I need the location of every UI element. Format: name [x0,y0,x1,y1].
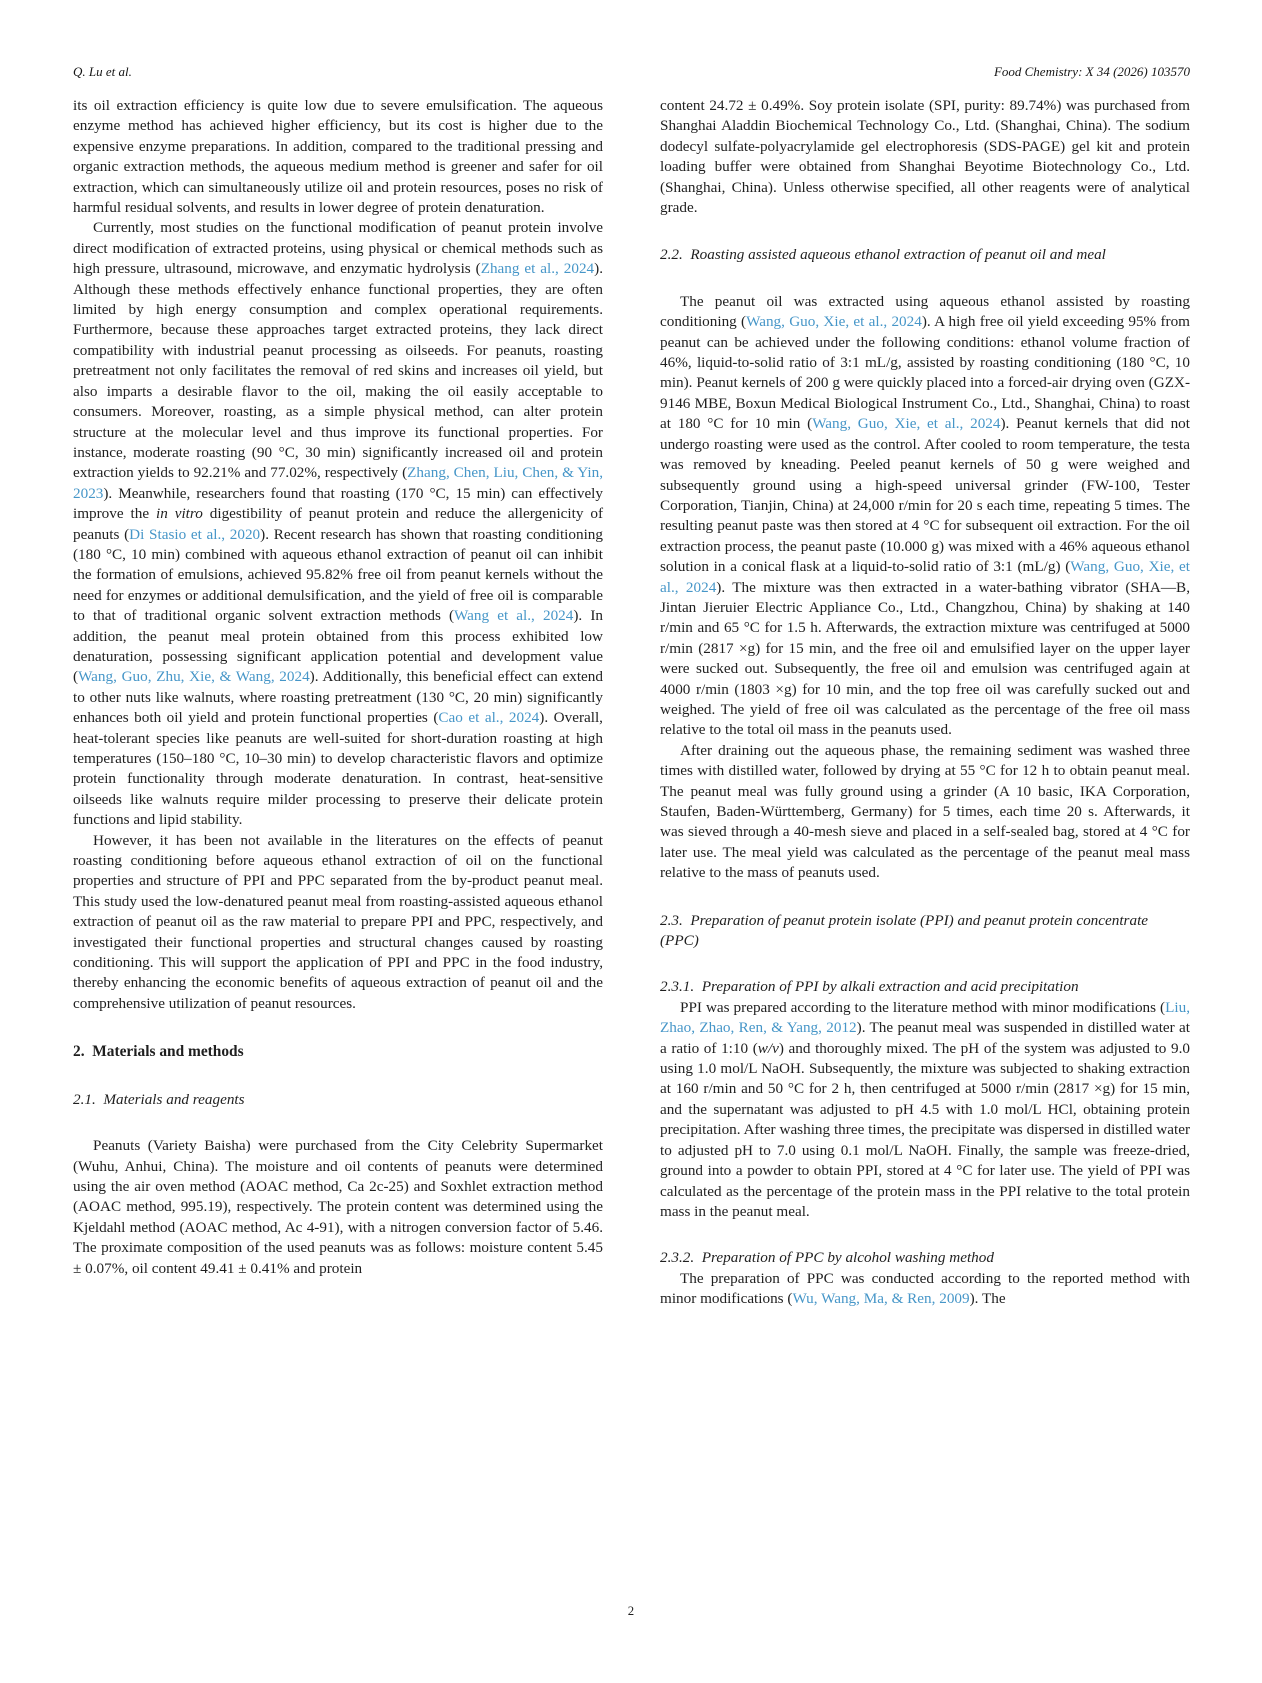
citation-link[interactable]: Zhang, Chen, Liu, Chen, & Yin, 2023 [73,464,603,502]
two-column-body [73,96,1190,1310]
citation-link[interactable]: Wang, Guo, Xie, et al., 2024 [660,558,1190,596]
running-header [73,64,1190,80]
subsubsection-heading: 2.3.2. Preparation of PPC by alcohol washing method [660,1249,994,1267]
column-right [660,96,1190,1310]
emphasis-text: in vitro [156,505,203,523]
citation-link[interactable]: Wang, Guo, Xie, et al., 2024 [812,415,1001,433]
column-left [73,96,603,1310]
citation-link[interactable]: Wu, Wang, Ma, & Ren, 2009 [792,1290,970,1308]
subsubsection-heading: 2.3.1. Preparation of PPI by alkali extraction and acid precipitation [660,978,1079,996]
subsection-heading: 2.1. Materials and reagents [73,1090,245,1108]
paragraph: After draining out the aqueous phase, the remaining sediment was washed three times with distilled water, followed by drying at 55 °C for 12 h to obtain peanut meal. The peanut meal was fully ground using a grinder (A 10 basic, IKA Corporation, Staufen, Baden-Württemberg, Germany) for 5 times, each time 20 s. Afterwards, it was sieved through a 40-mesh sieve and placed in a self-sealed bag, stored at 4 °C for later use. The meal yield was calculated as the percentage of the peanut meal mass relative to the mass of peanuts used. [660,741,1190,882]
subsection-heading: 2.3. Preparation of peanut protein isolate (PPI) and peanut protein concentrate (PPC) [660,911,1149,950]
header-authors: Q. Lu et al. [73,64,132,79]
section-heading: 2. Materials and methods [73,1043,244,1061]
page-number: 2 [627,1604,635,1618]
citation-link[interactable]: Zhang et al., 2024 [480,260,595,278]
paragraph: PPI was prepared according to the literature method with minor modifications (Liu, Zhao, Zhao, Ren, & Yang, 2012). The peanut meal was suspended in distilled water at a ratio of 1:10 (w/v) and thoroughly mixed. The pH of the system was adjusted to 9.0 using 1.0 mol/L NaOH. Subsequently, the mixture was subjected to shaking extraction at 160 r/min and 50 °C for 2 h, then centrifuged at 5000 r/min (2817 ×g) for 15 min, and the supernatant was adjusted to pH 4.5 with 1.0 mol/L HCl, obtaining protein precipitation. After washing three times, the precipitate was dispersed in distilled water to adjusted pH to 7.0 using 0.1 mol/L NaOH. Finally, the sample was freeze-dried, ground into a powder to obtain PPI, stored at 4 °C for later use. The yield of PPI was calculated as the percentage of the protein mass in the PPI relative to the total protein mass in the peanut meal. [660,998,1190,1220]
citation-link[interactable]: Liu, Zhao, Zhao, Ren, & Yang, 2012 [660,998,1190,1037]
citation-link[interactable]: Di Stasio et al., 2020 [129,525,261,543]
paragraph: content 24.72 ± 0.49%. Soy protein isolate (SPI, purity: 89.74%) was purchased from Shanghai Aladdin Biochemical Technology Co., Ltd. (Shanghai, China). The sodium dodecyl sulfate-polyacrylamide gel electrophoresis (SDS-PAGE) gel kit and protein loading buffer were obtained from Shanghai Beyotime Biotechnology Co., Ltd. (Shanghai, China). Unless otherwise specified, all other reagents were of analytical grade. [660,97,1190,217]
paragraph: The peanut oil was extracted using aqueous ethanol assisted by roasting conditioning (Wang, Guo, Xie, et al., 2024). A high free oil yield exceeding 95% from peanut can be achieved under the following conditions: ethanol volume fraction of 46%, liquid-to-solid ratio of 3:1 mL/g, assisted by roasting conditioning (180 °C, 10 min). Peanut kernels of 200 g were quickly placed into a forced-air drying oven (GZX-9146 MBE, Boxun Medical Biological Instrument Co., Ltd., Shanghai, China) to roast at 180 °C for 10 min (Wang, Guo, Xie, et al., 2024). Peanut kernels that did not undergo roasting were used as the control. After cooled to room temperature, the testa was removed by kneading. Peeled peanut kernels of 50 g were weighed and subsequently ground using a high-speed universal grinder (FW-100, Tester Corporation, Tianjin, China) at 24,000 r/min for 20 s each time, repeating 5 times. The resulting peanut paste was then stored at 4 °C for subsequent oil extraction. For the oil extraction process, the peanut paste (10.000 g) was mixed with a 46% aqueous ethanol solution in a conical flask at a liquid-to-solid ratio of 3:1 (mL/g) (Wang, Guo, Xie, et al., 2024). The mixture was then extracted in a water-bathing vibrator (SHA—B, Jintan Jieruier Electric Appliance Co., Ltd., Changzhou, China) by shaking at 140 r/min and 65 °C for 1.5 h. Afterwards, the extraction mixture was centrifuged at 5000 r/min (2817 ×g) for 15 min, and the free oil and emulsified layer on the upper layer were sucked out. Subsequently, the free oil and emulsion was centrifuged again at 4000 r/min (1803 ×g) for 10 min, and the top free oil was carefully sucked out and weighed. The yield of free oil was calculated as the percentage of the free oil mass relative to the total oil mass in the peanuts used. [660,292,1190,739]
citation-link[interactable]: Wang, Guo, Zhu, Xie, & Wang, 2024 [78,668,310,686]
paragraph: The preparation of PPC was conducted according to the reported method with minor modifications (Wu, Wang, Ma, & Ren, 2009). The [660,1269,1190,1308]
paragraph: However, it has been not available in the literatures on the effects of peanut roasting conditioning before aqueous ethanol extraction of oil on the functional properties and structure of PPI and PPC separated from the by-product peanut meal. This study used the low-denatured peanut meal from roasting-assisted aqueous ethanol extraction of peanut oil as the raw material to prepare PPI and PPC, respectively, and investigated their functional properties and structural changes caused by roasting conditioning. This will support the application of PPI and PPC in the food industry, thereby enhancing the economic benefits of aqueous extraction of peanut oil and the comprehensive utilization of peanut resources. [73,831,603,1012]
paragraph: its oil extraction efficiency is quite low due to severe emulsification. The aqueous enzyme method has achieved higher efficiency, but its cost is higher due to the expensive enzyme preparations. In addition, compared to the traditional pressing and organic extraction methods, the aqueous medium method is greener and safer for oil extraction, which can simultaneously utilize oil and protein resources, poses no risk of harmful residual solvents, and results in lower degree of protein denaturation. [73,97,603,217]
paragraph: Currently, most studies on the functional modification of peanut protein involve direct modification of extracted proteins, using physical or chemical methods such as high pressure, ultrasound, microwave, and enzymatic hydrolysis (Zhang et al., 2024). Although these methods effectively enhance functional properties, they are often limited by high energy consumption and complex operational requirements. Furthermore, because these approaches target extracted proteins, they lack direct compatibility with industrial peanut processing as oilseeds. For peanuts, roasting pretreatment not only facilitates the removal of red skins and increases oil yield, but also imparts a desirable flavor to the oil, making the oil easily acceptable to consumers. Moreover, roasting, as a simple physical method, can alter protein structure at the molecular level and thus improve its functional properties. For instance, moderate roasting (90 °C, 30 min) significantly increased oil and protein extraction yields to 92.21% and 77.02%, respectively (Zhang, Chen, Liu, Chen, & Yin, 2023). Meanwhile, researchers found that roasting (170 °C, 15 min) can effectively improve the in vitro digestibility of peanut protein and reduce the allergenicity of peanuts (Di Stasio et al., 2020). Recent research has shown that roasting conditioning (180 °C, 10 min) combined with aqueous ethanol extraction of peanut oil can inhibit the formation of emulsions, achieved 95.82% free oil from peanut kernels without the need for enzymes or additional demulsification, and the yield of free oil is comparable to that of traditional organic solvent extraction methods (Wang et al., 2024). In addition, the peanut meal protein obtained from this process exhibited low denaturation, possessing significant application potential and development value (Wang, Guo, Zhu, Xie, & Wang, 2024). Additionally, this beneficial effect can extend to other nuts like walnuts, where roasting pretreatment (130 °C, 20 min) significantly enhances both oil yield and protein functional properties (Cao et al., 2024). Overall, heat-tolerant species like peanuts are well-suited for short-duration roasting at high temperatures (150–180 °C, 10–30 min) to develop characteristic flavors and optimize protein functionality through moderate denaturation. In contrast, heat-sensitive oilseeds like walnuts require milder processing to preserve their delicate protein functions and lipid stability. [73,219,604,829]
emphasis-text: w/v [757,1039,779,1057]
subsection-heading: 2.2. Roasting assisted aqueous ethanol extraction of peanut oil and meal [660,246,1106,264]
citation-link[interactable]: Wang, Guo, Xie, et al., 2024 [746,313,922,331]
citation-link[interactable]: Cao et al., 2024 [438,709,540,727]
citation-link[interactable]: Wang et al., 2024 [454,607,574,625]
paragraph: Peanuts (Variety Baisha) were purchased from the City Celebrity Supermarket (Wuhu, Anhui, China). The moisture and oil contents of peanuts were determined using the air oven method (AOAC method, Ca 2c-25) and Soxhlet extraction method (AOAC method, 995.19), respectively. The protein content was determined using the Kjeldahl method (AOAC method, Ac 4-91), with a nitrogen conversion factor of 5.46. The proximate composition of the used peanuts was as follows: moisture content 5.45 ± 0.07%, oil content 49.41 ± 0.41% and protein [73,1137,603,1277]
header-journal: Food Chemistry: X 34 (2026) 103570 [993,64,1190,79]
